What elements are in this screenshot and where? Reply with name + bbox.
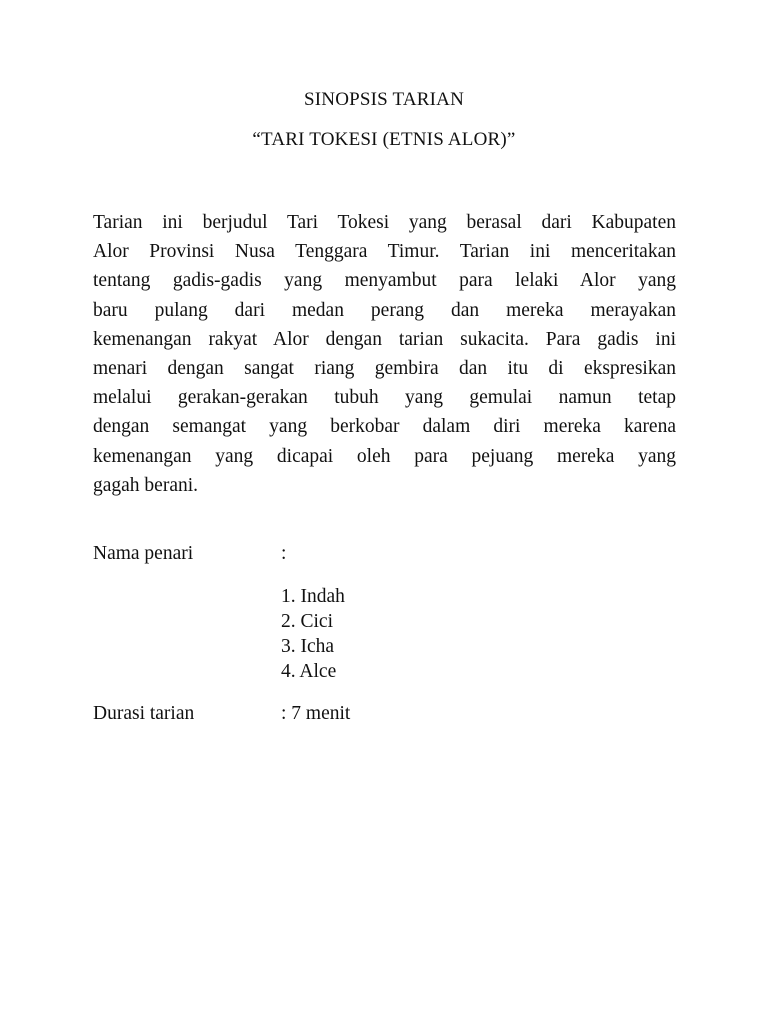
synopsis-line: menari dengan sangat riang gembira dan itu di ekspresikan — [93, 357, 676, 379]
document-title: SINOPSIS TARIAN — [303, 89, 465, 110]
synopsis-line: kemenangan yang dicapai oleh para pejuang mereka yang — [93, 445, 676, 467]
synopsis-line: Tarian ini berjudul Tari Tokesi yang berasal dari Kabupaten — [93, 212, 676, 233]
dancers-label: Nama penari — [93, 543, 194, 564]
dance-name-heading: “TARI TOKESI (ETNIS ALOR)” — [252, 129, 516, 150]
dancers-separator: : — [281, 543, 287, 564]
dancer-name: 1. Indah — [281, 586, 345, 607]
synopsis-line: baru pulang dari medan perang dan mereka merayakan — [93, 299, 676, 321]
synopsis-line: dengan semangat yang berkobar dalam diri mereka karena — [93, 416, 676, 438]
dancer-list — [281, 584, 345, 684]
duration-label: Durasi tarian — [93, 703, 195, 724]
synopsis-line: kemenangan rakyat Alor dengan tarian sukacita. Para gadis ini — [93, 328, 676, 350]
synopsis-line: gagah berani. — [93, 474, 199, 496]
dancer-name: 4. Alce — [281, 661, 337, 682]
synopsis-line: melalui gerakan-gerakan tubuh yang gemulai namun tetap — [93, 387, 676, 409]
synopsis-paragraph — [93, 208, 676, 500]
synopsis-line: Alor Provinsi Nusa Tenggara Timur. Tarian ini menceritakan — [93, 241, 676, 263]
synopsis-line: tentang gadis-gadis yang menyambut para lelaki Alor yang — [93, 270, 676, 292]
dancer-name: 2. Cici — [281, 611, 333, 632]
duration-value: : 7 menit — [281, 703, 351, 724]
dancer-name: 3. Icha — [281, 636, 335, 657]
